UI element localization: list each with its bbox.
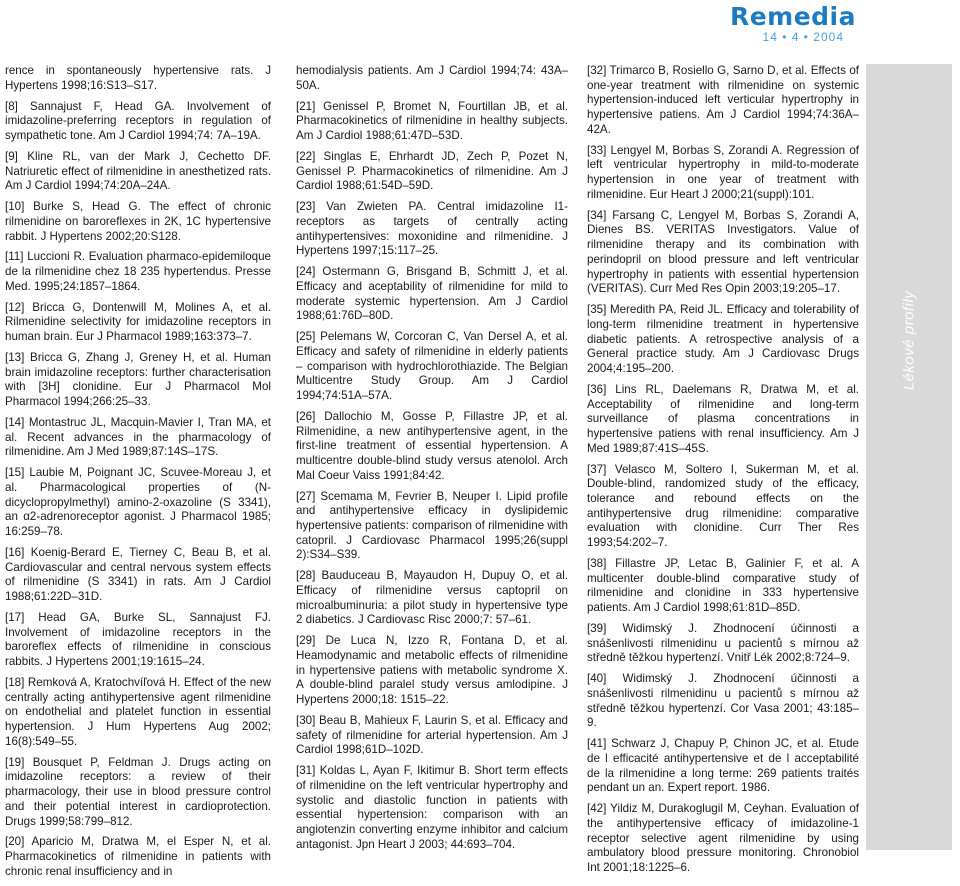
references-column-1 (5, 64, 271, 886)
reference-entry: [9] Kline RL, van der Mark J, Cechetto DF. Natriuretic effect of rilmenidine in anesthetized rats. Am J Cardiol 1994;74:20A–24A. (5, 149, 271, 193)
journal-logo: Remedia (729, 2, 856, 31)
reference-entry: [36] Lins RL, Daelemans R, Dratwa M, et al. Acceptability of rilmenidine and long-term surveillance of plasma concentrations in hypertensive patiens with renal insufficiency. Am J Med 1989;87:41S–45S. (587, 382, 859, 455)
reference-entry: [34] Farsang C, Lengyel M, Borbas S, Zorandi A, Dienes BS. VERITAS Investigators. Value of rilmenidine therapy and its combination with perindopril on blood pressure and left ventricular hypertrophy in patients with essential hypertension (VERITAS). Curr Med Res Opin 2003;19:205–17. (587, 208, 859, 296)
reference-entry: [35] Meredith PA, Reid JL. Efficacy and tolerability of long-term rilmenidine treatment in hypertensive diabetic patients. A retrospective analysis of a General practice study. Am J Cardiovasc Drugs 2004;4:195–200. (587, 303, 859, 375)
reference-entry: [32] Trimarco B, Rosiello G, Sarno D, et al. Effects of one-year treatment with rilmenidine on systemic hypertension-induced left verticular hypertrophy in hypertensive patiens. Am J Cardiol 1994;74:36A–42A. (587, 64, 859, 136)
reference-entry: [40] Widimský J. Zhodnocení účinnosti a snášenlivosti rilmenidinu u pacientů s mírnou až středně těžkou hypertenzí. Cor Vasa 2001; 43:185–9. (587, 672, 859, 730)
page-header (0, 0, 960, 48)
section-side-label: Lékové profily (900, 290, 918, 390)
reference-entry: [41] Schwarz J, Chapuy P, Chinon JC, et al. Etude de l efficacité antihypertensive et de l acceptabilité de la rilmenidine a long terme: 269 patients traités pendant un an. Expert report. 1986. (587, 737, 859, 795)
reference-entry: [23] Van Zwieten PA. Central imidazoline I1-receptors as targets of centrally acting antihypertensives: moxonidine and rilmenidine. J Hypertens 1997;15:117–25. (296, 200, 568, 258)
reference-entry: [37] Velasco M, Soltero I, Sukerman M, et al. Double-blind, randomized study of the efficacy, tolerance and rebound effects on the antihypertensive drug rilmenidine: comparative evaluation with clonidine. Curr Ther Res 1993;54:202–7. (587, 462, 859, 550)
reference-entry: [29] De Luca N, Izzo R, Fontana D, et al. Heamodynamic and metabolic effects of rilmenidine in hypertensive patiens with metabolic syndrome X. A double-blind paralel study versus amlodipine. J Hypertens 2000;18: 1515–22. (296, 634, 568, 707)
reference-entry: [16] Koenig-Berard E, Tierney C, Beau B, et al. Cardiovascular and central nervous system effects of rilmenidine (S 3341) in rats. Am J Cardiol 1988;61:22D–31D. (5, 546, 271, 604)
reference-entry: [28] Bauduceau B, Mayaudon H, Dupuy O, et al. Efficacy of rilmenidine versus captopril on microalbuminuria: a pilot study in hypertensive type 2 diabetics. J Cardiovasc Risc 2000;7: 57–61. (296, 569, 568, 627)
reference-entry: [39] Widimský J. Zhodnocení účinnosti a snášenlivosti rilmenidinu u pacientů s mírnou až středně těžkou hypertenzí. Vnitř Lék 2002;8:724–9. (587, 621, 859, 665)
reference-entry: [15] Laubie M, Poignant JC, Scuvee-Moreau J, et al. Pharmacological properties of (N-dicyclopropylmethyl) amino-2-oxazoline (S 3341), an α2-adrenoreceptor agonist. J Pharmacol 1985; 16:259–78. (5, 466, 271, 539)
reference-entry: [21] Genissel P, Bromet N, Fourtillan JB, et al. Pharmacokinetics of rilmenidine in healthy subjects. Am J Cardiol 1988;61:47D–53D. (296, 99, 568, 142)
section-side-tab (866, 64, 952, 850)
reference-entry: [25] Pelemans W, Corcoran C, Van Dersel A, et al. Efficacy and safety of rilmenidine in elderly patients – comparison with hydrochlorothiazide. The Belgian Multicentre Study Group. Am J Cardiol 1994;74:51A–57A. (296, 330, 568, 402)
reference-entry: [13] Bricca G, Zhang J, Greney H, et al. Human brain imidazoline receptors: further characterisation with [3H] clonidine. Eur J Pharmacol Mol Pharmacol 1994;266:25–33. (5, 351, 271, 409)
reference-entry: [18] Remková A, Kratochvíľová H. Effect of the new centrally acting antihypertensive agent rilmenidine on endothelial and platelet function in essential hypertension. J Hum Hypertens Aug 2002; 16(8):549–55. (5, 676, 271, 748)
reference-entry: [14] Montastruc JL, Macquin-Mavier I, Tran MA, et al. Recent advances in the pharmacology of rilmenidine. Am J Med 1989;87:14S–17S. (5, 416, 271, 459)
reference-entry: [33] Lengyel M, Borbas S, Zorandi A. Regression of left ventricular hypertrophy in mild-to-moderate hypertension in one year of treatment with rilmenidine. Eur Heart J 2000;21(suppl):101. (587, 143, 859, 201)
reference-entry: [27] Scemama M, Fevrier B, Neuper I. Lipid profile and antihypertensive efficacy in dyslipidemic hypertensive patients: comparison of rilmenidine with catopril. J Cardiovasc Pharmacol 1995;26(suppl 2):S34–S39. (296, 489, 568, 562)
reference-entry: [19] Bousquet P, Feldman J. Drugs acting on imidazoline receptors: a review of their pharmacology, their use in blood pressure control and their potential interest in cardioprotection. Drugs 1999;58:799–812. (5, 755, 271, 828)
reference-entry: [20] Aparicio M, Dratwa M, el Esper N, et al. Pharmacokinetics of rilmenidine in patients with chronic renal insufficiency and in (5, 835, 271, 878)
reference-entry: [30] Beau B, Mahieux F, Laurin S, et al. Efficacy and safety of rilmenidine for arterial hypertension. Am J Cardiol 1998;61D–102D. (296, 714, 568, 757)
reference-entry: [10] Burke S, Head G. The effect of chronic rilmenidine on baroreflexes in 2K, 1C hypertensive rabbit. J Hypertens 2002;20:S128. (5, 200, 271, 243)
section-side-label-box (882, 280, 936, 400)
reference-entry: [8] Sannajust F, Head GA. Involvement of imidazoline-preferring receptors in regulation of sympathetic tone. Am J Cardiol 1994;74: 7A–19A. (5, 99, 271, 142)
reference-entry: [12] Bricca G, Dontenwill M, Molines A, et al. Rilmenidine selectivity for imidazoline receptors in human brain. Eur J Pharmacol 1989;163:373–7. (5, 300, 271, 344)
reference-entry: [38] Fillastre JP, Letac B, Galinier F, et al. A multicenter double-blind comparative study of rilmenidine and clonidine in 333 hypertensive patients. Am J Cardiol 1998;61:81D–85D. (587, 556, 859, 615)
reference-entry: [42] Yildiz M, Durakoglugil M, Ceyhan. Evaluation of the antihypertensive efficacy of imidazoline-1 receptor selective agent rilmenidine by using ambulatory blood pressure monitoring. Chronobiol Int 2001;18:1225–6. (587, 802, 859, 875)
references-column-2 (296, 64, 568, 859)
reference-entry: [22] Singlas E, Ehrhardt JD, Zech P, Pozet N, Genissel P. Pharmacokinetics of rilmenidine. Am J Cardiol 1988;61:54D–59D. (296, 149, 568, 193)
references-column-3 (587, 64, 859, 882)
reference-entry: [26] Dallochio M, Gosse P, Fillastre JP, et al. Rilmenidine, a new antihypertensive agent, in the first-line treatment of essential hypertension. A multicentre double-blind study versus atenolol. Arch Mal Coeur Vaiss 1991;84:42. (296, 409, 568, 482)
issue-number: 14 • 4 • 2004 (762, 30, 844, 44)
reference-entry: [24] Ostermann G, Brisgand B, Schmitt J, et al. Efficacy and aceptability of rilmenidine for mild to moderate systemic hypertension. Am J Cardiol 1988;61:76D–80D. (296, 265, 568, 323)
reference-entry: [17] Head GA, Burke SL, Sannajust FJ. Involvement of imidazoline receptors in the baroreflex effects of rilmenidine in conscious rabbits. J Hypertens 2001;19:1615–24. (5, 611, 271, 669)
reference-entry: rence in spontaneously hypertensive rats. J Hypertens 1998;16:S13–S17. (5, 64, 271, 92)
reference-entry: [11] Luccioni R. Evaluation pharmaco-epidemiloque de la rilmenidine chez 18 235 hypertendus. Presse Med. 1995;24:1857–1864. (5, 250, 271, 293)
reference-entry: hemodialysis patients. Am J Cardiol 1994;74: 43A–50A. (296, 64, 568, 92)
reference-entry: [31] Koldas L, Ayan F, Ikitimur B. Short term effects of rilmenidine on the left ventricular hypertrophy and systolic and diastolic function in patients with essential hypertension: comparison with an angiotenzin converting enzyme inhibitor and calcium antagonist. Jpn Heart J 2003; 44:693–704. (296, 764, 568, 851)
